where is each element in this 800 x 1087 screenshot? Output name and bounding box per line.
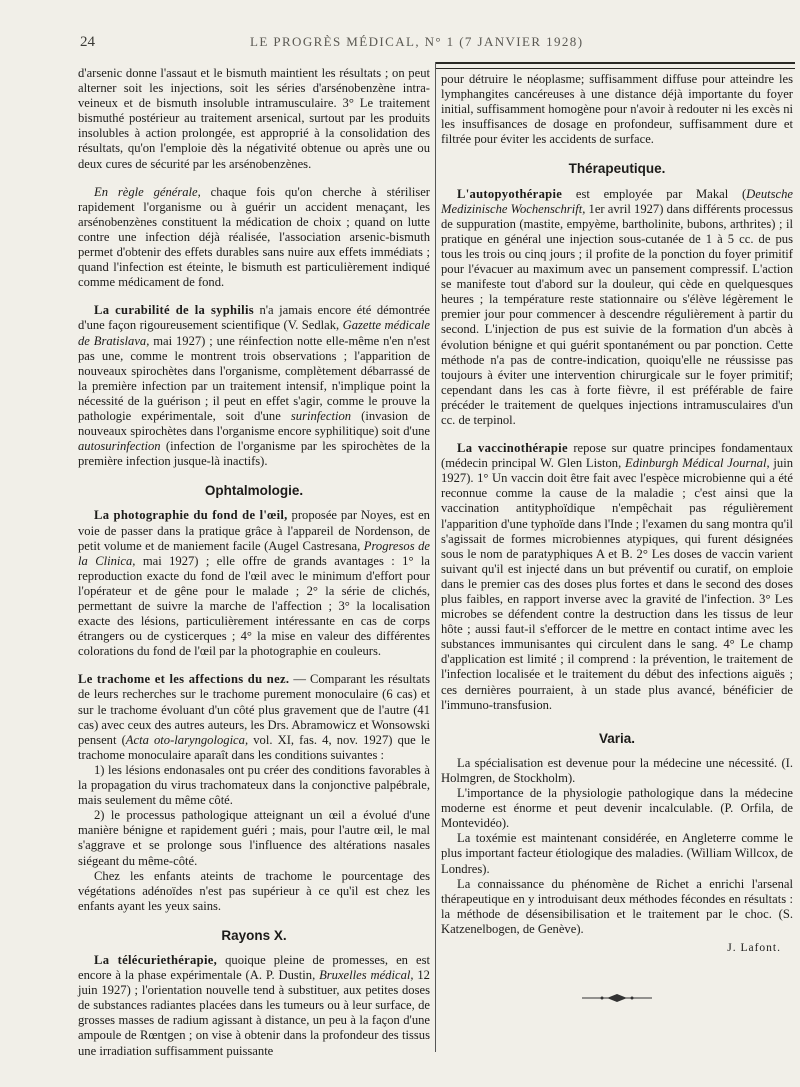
trachome-item-2: 2) le processus pathologique atteignant un œil a évolué d'une manière bénigne et rapidement guéri ; mais, pour l'autre œil, le mal s'aggrave et se prolonge sous l'influence des altérations nasales siégeant du même-côté. xyxy=(78,808,430,868)
page-header xyxy=(0,34,800,54)
paragraph-photographie-oeil: La photographie du fond de l'œil, proposée par Noyes, est en voie de passer dans la pratique grâce à l'appareil de Nordenson, de petit volume et de maniement facile (Augel Castresana, Progresos de la Clinica, mai 1927) ; elle offre de grands avantages : 1° la reproduction exacte du fond de l'œil avec le minimum d'effort pour l'opérateur et de gêne pour le malade ; 2° la série de clichés, permettant de suivre la marche de l'affection ; 3° la localisation exacte des lésions, particulièrement intéressante en cas de corps étrangers ou de cysticerques ; 4° la mise en valeur des différentes colorations du fond de l'œil par la photographie en couleurs. xyxy=(78,508,430,659)
lead-photographie: La photographie du fond de l'œil, xyxy=(94,508,288,523)
varia-item-richet: La connaissance du phénomène de Richet a enrichi l'arsenal thérapeutique en y introduisant deux méthodes fécondes en résultats : la méthode de désensibilisation et le traitement par le choc. (S. Katzenelbogen, de Genève). xyxy=(441,876,793,936)
paragraph-telecuriotherapie: La télécuriethérapie, quoique pleine de promesses, en est encore à la phase expérimentale (A. P. Dustin, Bruxelles médical, 12 juin 1927) ; l'orientation nouvelle tend à substituer, aux petites doses de substances radiantes placées dans les tumeurs ou à leur surface, de grosses masses de radium agissant à distance, un peu à la façon d'une ampoule de Rœntgen ; on vise à obtenir dans la profondeur des tissus une irradiation suffisamment puissante xyxy=(78,952,430,1058)
section-title-therapeutique: Thérapeutique. xyxy=(568,161,666,177)
running-head: LE PROGRÈS MÉDICAL, N° 1 (7 JANVIER 1928) xyxy=(250,34,584,49)
paragraph-trachome: Le trachome et les affections du nez. — Comparant les résultats de leurs recherches sur le trachome purement monoculaire (6 cas) et sur le trachome évoluant d'un côté plus gravement que de l'autre (41 cas) avec ceux des autres auteurs, les Drs. Abramowicz et Wonsowski pensent (Acta oto-laryngologica, vol. XI, fas. 4, nov. 1927) que le trachome monoculaire aparaît dans les conditions suivantes : xyxy=(78,672,430,762)
paragraph-vaccinotherapie: La vaccinothérapie repose sur quatre principes fondamentaux (médecin principal W. Glen Liston, Edinburgh Médical Journal, juin 1927). 1° Un vaccin doit être fait avec l'espèce microbienne qui a été reconnue comme la cause de la maladie ; c'est ainsi que la vaccination antityphoïdique n'empêchait pas régulièrement l'apparition d'une typhoïde dans l'Inde ; l'examen du sang montra qu'il s'agissait de formes microbiennes atypiques, qui furent désignées sous le nom de paratyphiques A et B. 2° Les doses de vaccin varient suivant qu'il est injecté dans un but préventif ou curatif, on emploie dans le premier cas des doses plus fortes et dans le second des doses plus faibles, en rapport inverse avec la gravité de l'infection. 3° Les microbes se défendent contre la destruction dans les tissus de leur hôte ; aussi faut-il s'efforcer de le mettre en contact intime avec les substances immunisantes qui circulent dans le sang. 4° Le champ d'application est limité ; il comprend : la prévention, le traitement de l'infection localisée et le traitement du début des infections aiguës ; ces dernières pourraient, à un stade plus avancé, bénéficier de l'immuno-transfusion. xyxy=(441,441,793,712)
trachome-item-3: Chez les enfants ateints de trachome le pourcentage des végétations adénoïdes n'est pas supérieur à ce qu'il est chez les enfants ayant les yeux sains. xyxy=(78,868,430,913)
varia-item-specialisation: La spécialisation est devenue pour la médecine une nécessité. (I. Holmgren, de Stockholm). xyxy=(441,755,793,785)
left-column xyxy=(78,66,430,1059)
paragraph-regle-generale: En règle générale, chaque fois qu'on cherche à stériliser rapidement l'organisme ou à guérir un accident menaçant, les arsénobenzènes constituent la médication de choix ; quand on lutte contre une infection déjà réalisée, l'association arsenic-bismuth permet d'obtenir des effets durables sans nuire aux effets immédiats ; quand l'infection est éteinte, le bismuth est particulièrement indiqué comme médicament de fond. xyxy=(78,184,430,290)
right-column xyxy=(441,72,793,1004)
paragraph-autopyotherapie: L'autopyothérapie est employée par Makal (Deutsche Medizinische Wochenschrift, 1er avril 1927) dans différents processus de suppuration (mastite, empyème, bartholinite, bubons, arthrites) ; il pratique en général une injection sous-cutanée de 1 à 5 cc. de pus tous les trois ou cinq jours ; il profite de la ponction du foyer primitif pour l'évacuer au maximum avec un pansement compressif. L'action se manifeste tout d'abord sur la douleur, qui cède en quelquesques heures ; la température reste stationnaire ou s'élève légèrement le premier jour pour commencer à descendre régulièrement à partir du second. L'injection de pus est suivie de la formation d'un abcès à évolution bénigne et qui guérit spontanément ou par ponction. Cette méthode n'a pas de contre-indication, quoiqu'elle ne réussisse pas toujours à éviter une intervention chirurgicale sur le foyer primitif; cependant dans les cas à forte fièvre, il est préférable de faire précéder le traitement de quelques injections intramusculaires d'un cc. de terpinol. xyxy=(441,186,793,427)
ornament-divider xyxy=(582,992,652,1004)
author-signature: J. Lafont. xyxy=(727,941,781,954)
varia-item-toxemie: La toxémie est maintenant considérée, en Angleterre comme le plus important facteur étiologique des maladies. (William Willcox, de Londres). xyxy=(441,831,793,876)
lead-vaccinotherapie: La vaccinothérapie xyxy=(457,441,568,456)
paragraph-arsenic-bismuth: d'arsenic donne l'assaut et le bismuth maintient les résultats ; on peut alterner soit les injections, soit les séries d'arsénobenzène intra-veineux et de bismuth insoluble intramusculaire. 3° Le traitement bismuthé postérieur au traitement arsenical, surtout par les produits insolubles à action prolongée, est approprié à la consolidation des résultats, qu'on l'emploie dès la négativité obtenue ou après une ou deux cures de sécurité par les arsénobenzènes. xyxy=(78,66,430,171)
lead-autopyotherapie: L'autopyothérapie xyxy=(457,186,563,201)
section-title-rayons-x: Rayons X. xyxy=(221,927,287,943)
paragraph-curabilite-syphilis: La curabilité de la syphilis n'a jamais encore été démontrée d'une façon rigoureusement scientifique (V. Sedlak, Gazette médicale de Bratislava, mai 1927) ; une réinfection notte elle-même n'en n'est pas une, comme le montrent trois observations ; l'apparition de nouveaux spirochètes dans l'organisme, complètement débarrassé de la première infection par un traitement intensif, n'implique point la nécessité de la guérison ; il peut en effet s'agir, comme le prouve la pathologie expérimentale, soit d'une surinfection (invasion de nouveaux spirochètes dans l'organisme encore syphilitique) soit d'une autosurinfection (infection de l'organisme par les spirochètes de la première infection jusque-là inactifs). xyxy=(78,303,431,469)
varia-item-physiologie: L'importance de la physiologie pathologique dans la médecine moderne est énorme et peut devenir incalculable. (P. Orfila, de Montevidéo). xyxy=(441,786,793,831)
section-title-varia: Varia. xyxy=(598,730,636,746)
lead-telecuriotherapie: La télécuriethérapie, xyxy=(94,952,218,967)
lead-trachome: Le trachome et les affections du nez. xyxy=(78,672,290,687)
header-rule xyxy=(436,62,795,69)
page-number: 24 xyxy=(80,34,95,50)
column-divider xyxy=(435,62,436,1052)
trachome-item-1: 1) les lésions endonasales ont pu créer des conditions favorables à la propagation du virus trachomateux dans la conjonctive palpébrale, mais seulement du même côté. xyxy=(78,762,430,808)
section-title-ophtalmologie: Ophtalmologie. xyxy=(204,483,304,499)
lead-curabilite: La curabilité de la syphilis xyxy=(94,303,254,318)
paragraph-neoplasme: pour détruire le néoplasme; suffisamment diffuse pour atteindre les lymphangites cancéreuses à une distance déjà importante du foyer initial, suffisamment homogène pour n'avoir à redouter ni les excès ni les insuffisances de dosage en profondeur, suffisamment dure et filtrée pour éviter les accidents de surface. xyxy=(441,72,793,147)
